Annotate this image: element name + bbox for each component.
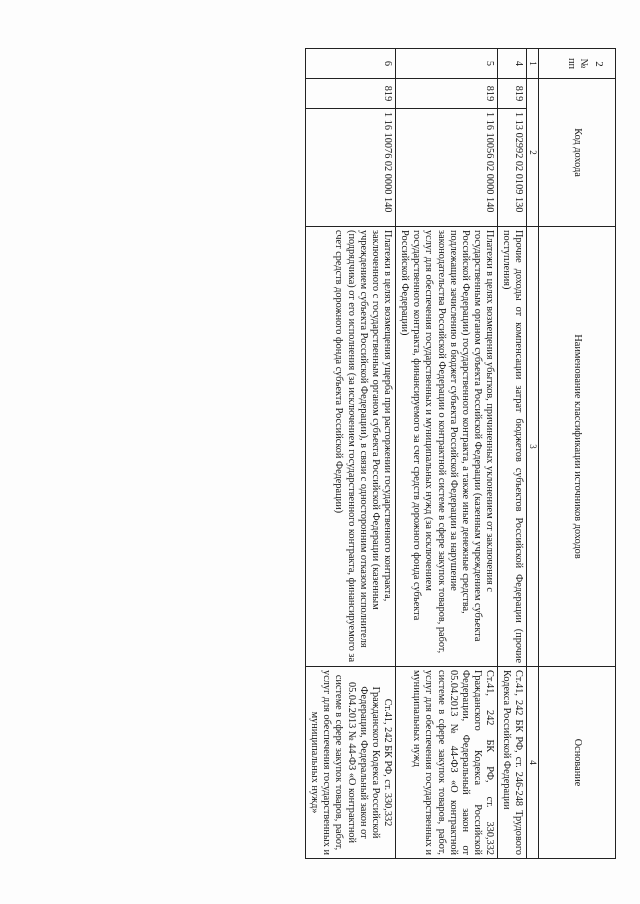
row-num: 6 [306,49,396,79]
row-name: Платежи в целях возмещения ущерба при расторжении государственного контракта, заключенного с государственным органом субъекта Российской Федерации (казенным учреждением субъекта Российской Федерации), в связи с односторонним отказом исполнителя (подрядчика) от его исполнения (за исключением государственного контракта, финансируемого за счет средств дорожного фонда субъекта Российской Федерации) [306,227,396,667]
row-basis: Ст.41, 242 БК РФ, ст. 330,332 Гражданского Кодекса Российской Федерации, Федеральный закон от 05.04.2013 № 44-ФЗ «О контрактной системе в сфере закупок товаров, работ, услуг для обеспечения государственных и муниципальных нужд» [306,667,396,859]
row-name: Прочие доходы от компенсации затрат бюджетов субъектов Российской Федерации (прочие поступления) [498,227,527,667]
row-num: 5 [395,49,497,79]
document-table-container [80,48,616,858]
row-admin-code: 819 [498,79,527,109]
row-basis: Ст.41, 242 БК РФ, ст. 330,332 Гражданского Кодекса Российской Федерации, Федеральный закон от 05.04.2013 № 44-ФЗ «О контрактной системе в сфере закупок товаров, работ, услуг для обеспечения государственных и муниципальных нужд [395,667,497,859]
table-row [395,49,497,859]
header-code: Код дохода [539,79,616,227]
row-num: 4 [498,49,527,79]
column-number-1: 1 [527,49,539,79]
column-number-2: 2 [527,79,539,227]
income-classification-table [305,48,616,859]
header-name: Наименование классификации источников доходов [539,227,616,667]
row-basis: Ст.41, 242 БК РФ, ст. 246-248 Трудового Кодекса Российской Федерации [498,667,527,859]
column-number-4: 4 [527,667,539,859]
page-number: 2 [592,61,605,67]
row-income-code: 1 13 02992 02 0109 130 [498,109,527,227]
row-admin-code: 819 [306,79,396,109]
column-number-3: 3 [527,227,539,667]
header-num: № пп [539,49,616,79]
column-number-row [527,49,539,859]
table-row [498,49,527,859]
header-basis: Основание [539,667,616,859]
table-row [306,49,396,859]
row-income-code: 1 16 10056 02 0000 140 [395,109,497,227]
row-name: Платежи в целях возмещения убытков, причиненных уклонением от заключения с государственным органом субъекта Российской Федерации (казенным учреждением субъекта Российской Федерации) государственного контракта, а также иные денежные средства, подлежащие зачислению в бюджет субъекта Российской Федерации за нарушение законодательства Российской Федерации о контрактной системе в сфере закупок товаров, работ, услуг для обеспечения государственных и муниципальных нужд (за исключением государственного контракта, финансируемого за счет средств дорожного фонда субъекта Российской Федерации) [395,227,497,667]
row-income-code: 1 16 10076 02 0000 140 [306,109,396,227]
row-admin-code: 819 [395,79,497,109]
header-row [539,49,616,859]
